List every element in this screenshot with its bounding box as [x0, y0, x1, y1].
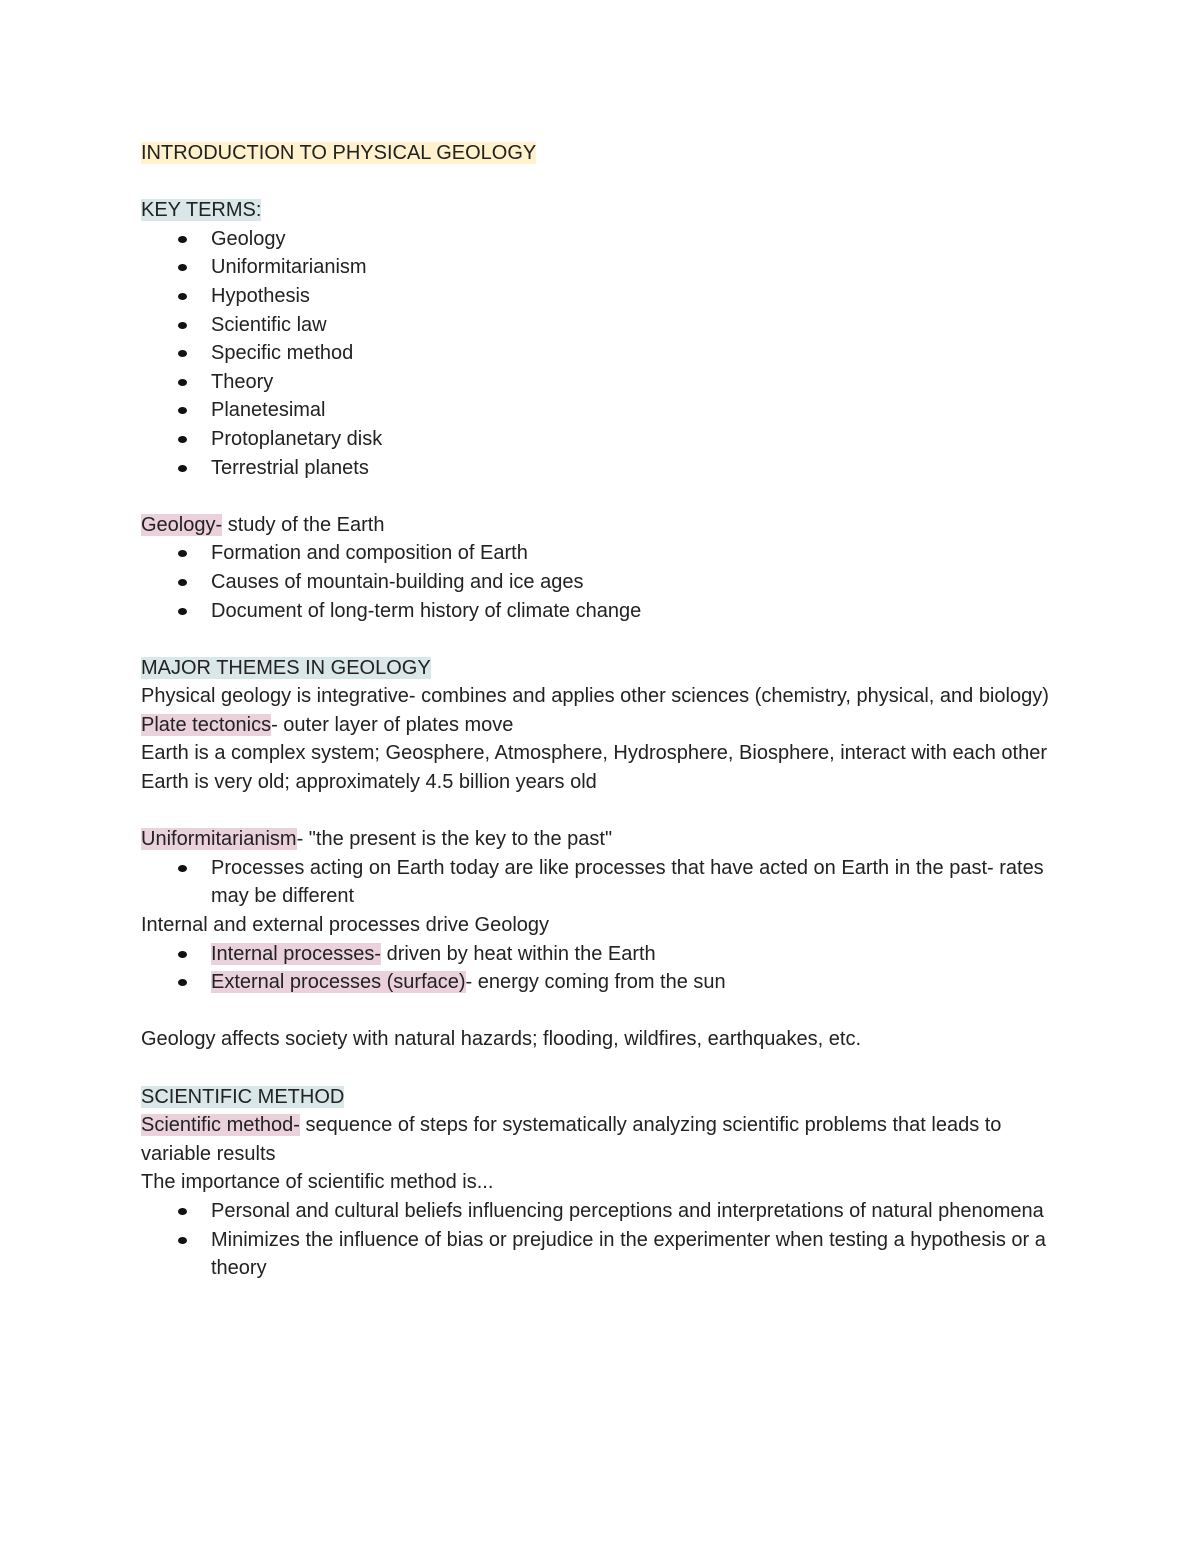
list-item-text: Geology [211, 227, 286, 250]
scientific-method-list [141, 1197, 1061, 1283]
earth-age-paragraph: Earth is very old; approximately 4.5 billion years old [141, 771, 597, 794]
list-item [141, 339, 1061, 368]
list-item [141, 396, 1061, 425]
scientific-method-heading [141, 1083, 1061, 1112]
list-item-text: Causes of mountain-building and ice ages [211, 570, 584, 593]
list-item [141, 968, 1061, 997]
list-item [141, 225, 1061, 254]
internal-processes-text: driven by heat within the Earth [381, 942, 656, 965]
scientific-method-text: sequence of steps for systematically analyzing scientific problems that leads to variable results [141, 1114, 1002, 1165]
list-item-text: Planetesimal [211, 399, 326, 422]
bullet-icon [178, 322, 187, 329]
spacer [141, 625, 1061, 654]
doc-title [141, 139, 1061, 168]
spacer [141, 168, 1061, 197]
list-item-text: Personal and cultural beliefs influencing perceptions and interpretations of natural phenomena [211, 1199, 1044, 1222]
doc-title-text: INTRODUCTION TO PHYSICAL GEOLOGY [141, 142, 537, 164]
spacer [141, 482, 1061, 511]
bullet-icon [178, 608, 187, 615]
scientific-method-heading-text: SCIENTIFIC METHOD [141, 1085, 345, 1108]
list-item-text: Terrestrial planets [211, 456, 369, 479]
list-item-text: Document of long-term history of climate change [211, 599, 642, 622]
importance-paragraph: The importance of scientific method is... [141, 1171, 494, 1194]
major-themes-heading-text: MAJOR THEMES IN GEOLOGY [141, 656, 431, 679]
plate-tectonics-text: - outer layer of plates move [271, 713, 514, 736]
bullet-icon [178, 379, 187, 386]
geology-definition-text: study of the Earth [222, 513, 385, 536]
scientific-method-definition [141, 1111, 1061, 1168]
bullet-icon [178, 979, 187, 986]
list-item-text: Theory [211, 370, 274, 393]
processes-drive-paragraph: Internal and external processes drive Geology [141, 914, 550, 937]
external-processes-term: External processes (surface) [211, 971, 466, 994]
list-item-text: Uniformitarianism [211, 256, 367, 279]
list-item [141, 282, 1061, 311]
bullet-icon [178, 350, 187, 357]
key-terms-heading-text: KEY TERMS: [141, 199, 262, 222]
bullet-icon [178, 465, 187, 472]
processes-list [141, 940, 1061, 997]
list-item-text: Processes acting on Earth today are like processes that have acted on Earth in the past- rates may be different [211, 856, 1044, 908]
list-item [141, 425, 1061, 454]
list-item-text: Scientific law [211, 313, 327, 336]
bullet-icon [178, 550, 187, 557]
document-page [141, 139, 1061, 1283]
spacer [141, 1054, 1061, 1083]
bullet-icon [178, 236, 187, 243]
key-terms-heading [141, 196, 1061, 225]
list-item [141, 1226, 1061, 1283]
bullet-icon [178, 264, 187, 271]
list-item [141, 311, 1061, 340]
plate-tectonics-line [141, 711, 1061, 740]
uniformitarianism-line [141, 825, 1061, 854]
geology-list [141, 539, 1061, 625]
list-item [141, 454, 1061, 483]
bullet-icon [178, 579, 187, 586]
spacer [141, 797, 1061, 826]
integrative-paragraph: Physical geology is integrative- combines and applies other sciences (chemistry, physical, and biology) [141, 685, 1049, 708]
bullet-icon [178, 951, 187, 958]
plate-tectonics-term: Plate tectonics [141, 713, 272, 736]
geology-term: Geology- [141, 513, 223, 536]
list-item [141, 368, 1061, 397]
list-item [141, 940, 1061, 969]
bullet-icon [178, 436, 187, 443]
key-terms-list [141, 225, 1061, 482]
list-item [141, 597, 1061, 626]
major-themes-heading [141, 654, 1061, 683]
bullet-icon [178, 407, 187, 414]
geology-definition [141, 511, 1061, 540]
scientific-method-term: Scientific method- [141, 1114, 300, 1137]
complex-system-paragraph: Earth is a complex system; Geosphere, Atmosphere, Hydrosphere, Biosphere, interact with each other [141, 742, 1047, 765]
list-item [141, 539, 1061, 568]
hazards-paragraph: Geology affects society with natural hazards; flooding, wildfires, earthquakes, etc. [141, 1028, 862, 1051]
list-item [141, 253, 1061, 282]
list-item-text: Formation and composition of Earth [211, 542, 528, 565]
spacer [141, 997, 1061, 1026]
list-item-text: Protoplanetary disk [211, 427, 383, 450]
list-item [141, 568, 1061, 597]
uniformitarianism-list [141, 854, 1061, 911]
list-item-text: Minimizes the influence of bias or prejudice in the experimenter when testing a hypothesis or a theory [211, 1228, 1046, 1280]
internal-processes-term: Internal processes- [211, 942, 382, 965]
bullet-icon [178, 865, 187, 872]
list-item [141, 854, 1061, 911]
uniformitarianism-text: - "the present is the key to the past" [296, 828, 613, 851]
list-item-text: Hypothesis [211, 284, 310, 307]
uniformitarianism-term: Uniformitarianism [141, 828, 297, 851]
bullet-icon [178, 1237, 187, 1244]
list-item-text: Specific method [211, 342, 354, 365]
bullet-icon [178, 293, 187, 300]
external-processes-text: - energy coming from the sun [465, 971, 726, 994]
list-item [141, 1197, 1061, 1226]
bullet-icon [178, 1208, 187, 1215]
